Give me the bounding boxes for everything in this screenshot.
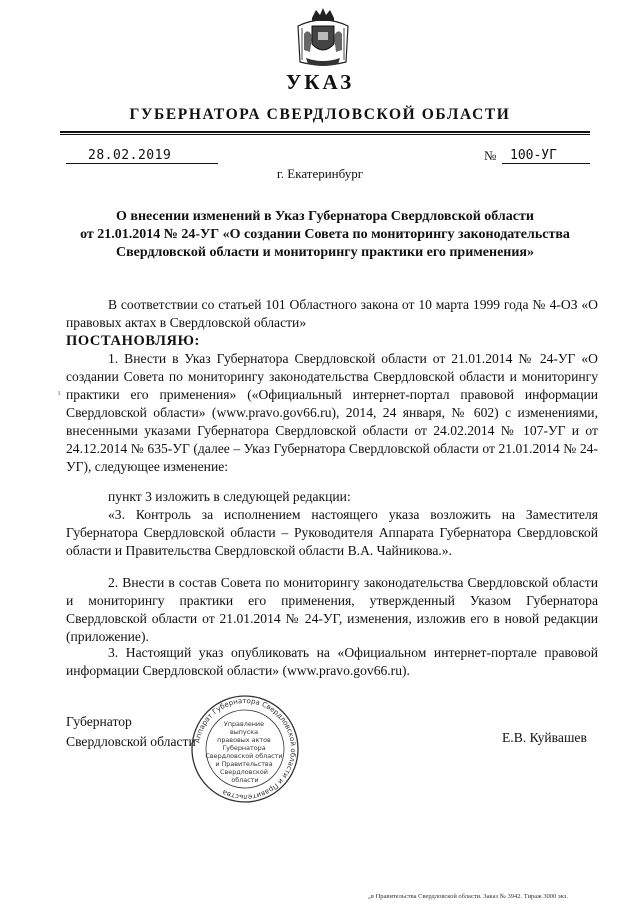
number-sign: № <box>484 148 497 163</box>
document-title: УКАЗ <box>285 70 355 94</box>
signatory-title-line: Свердловской области <box>66 734 196 749</box>
signatory-title-line: Губернатор <box>66 714 132 729</box>
svg-text:Управление выпуска пра: Управление выпуска правовых актов Губернатора Свердловской области и Правительства Свердловской области <box>205 720 283 784</box>
print-imprint: „в Правительства Свердловской области. Заказ № 3942. Тираж 3000 экз. <box>368 893 568 900</box>
margin-mark: ι <box>58 388 61 397</box>
paragraph-1-quote: «3. Контроль за исполнением настоящего указа возложить на Заместителя Губернатора Свердловской области – Руководителя Аппарата Губернатора Свердловской области и Правительства Свердловской области В.А. Чайникова.». <box>66 507 598 558</box>
decree-subject <box>60 208 590 262</box>
header-rule <box>60 131 590 133</box>
paragraph-1-item: пункт 3 изложить в следующей редакции: <box>108 489 351 504</box>
document-subtitle: ГУБЕРНАТОРА СВЕРДЛОВСКОЙ ОБЛАСТИ <box>129 106 511 123</box>
city: г. Екатеринбург <box>276 166 364 181</box>
coat-of-arms-icon <box>294 6 352 70</box>
subject-line: Свердловской области и мониторингу практики его применения» <box>115 245 535 260</box>
paragraph-2: 2. Внести в состав Совета по мониторингу законодательства Свердловской области и мониторингу практики его применения, утвержденный Указом Губернатора Свердловской области от 21.01.2014 № 24-УГ, изменения, изложив его в новой редакции (приложение). <box>66 575 598 644</box>
decree-date: 28.02.2019 <box>66 148 218 164</box>
preamble: В соответствии со статьей 101 Областного закона от 10 марта 1999 года № 4-ОЗ «О правовых актах в Свердловской области» <box>66 297 598 330</box>
subject-line: от 21.01.2014 № 24-УГ «О создании Совета по мониторингу законодательства <box>80 227 570 242</box>
subject-line: О внесении изменений в Указ Губернатора Свердловской области <box>116 209 534 224</box>
decree-word: ПОСТАНОВЛЯЮ: <box>66 333 200 349</box>
official-seal-icon <box>190 694 300 804</box>
decree-number: 100-УГ <box>502 148 590 164</box>
svg-text:Аппарат Губернатора Свердловск: Аппарат Губернатора Свердловской области и Правительства <box>193 696 298 802</box>
signatory-title <box>66 712 196 752</box>
signatory-name: Е.В. Куйвашев <box>502 730 587 745</box>
paragraph-1: 1. Внести в Указ Губернатора Свердловской области от 21.01.2014 № 24-УГ «О создании Совета по мониторингу законодательства Свердловской области и мониторингу практики его применения» («Официальный интернет-портал правовой информации Свердловской области» (www.pravo.gov66.ru), 2014, 24 января, № 602) с изменениями, внесенными указами Губернатора Свердловской области от 24.02.2014 № 107-УГ и от 24.12.2014 № 635-УГ (далее – Указ Губернатора Свердловской области от 21.01.2014 № 24-УГ), следующее изменение: <box>66 351 598 474</box>
header-rule-thin <box>60 134 590 135</box>
paragraph-3: 3. Настоящий указ опубликовать на «Официальном интернет-портале правовой информации Свердловской области» (www.pravo.gov66.ru). <box>66 645 598 678</box>
